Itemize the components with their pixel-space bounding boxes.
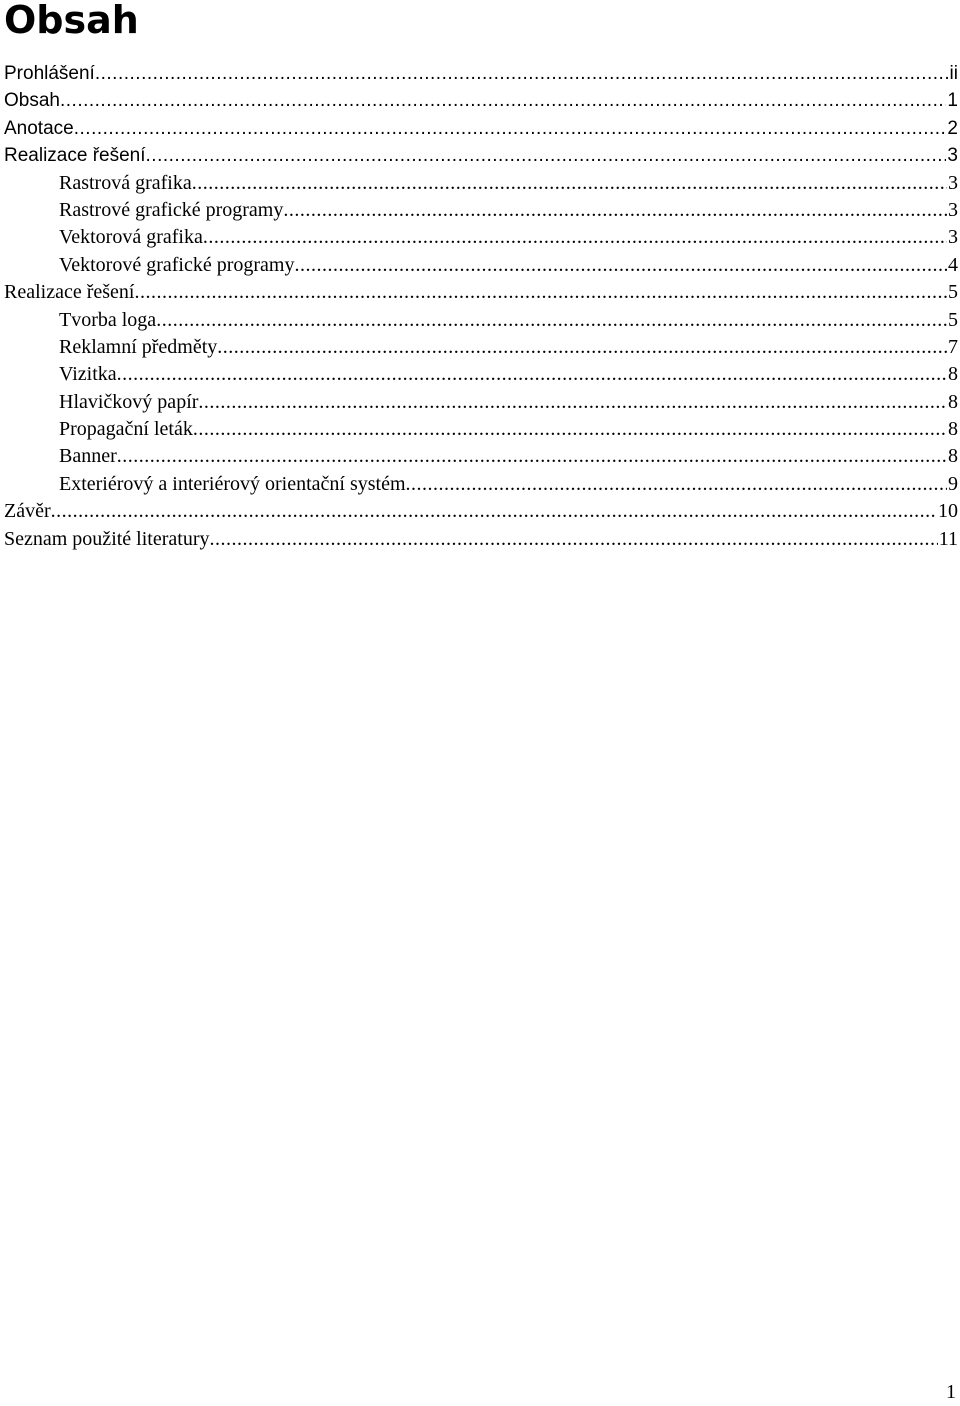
toc-entry-page-number: 8 (948, 445, 958, 468)
toc-entry[interactable] (0, 361, 958, 388)
toc-entry-page-number: 3 (947, 145, 958, 167)
toc-entry[interactable] (0, 252, 958, 279)
dot-leader (283, 197, 947, 224)
dot-leader (60, 87, 946, 114)
dot-leader (156, 307, 947, 334)
dot-leader (406, 471, 947, 498)
toc-entry-page-number: 5 (948, 281, 958, 304)
dot-leader (134, 279, 947, 306)
toc-entry-title: Závěr (4, 498, 51, 525)
toc-entry-page-number: 9 (948, 472, 958, 495)
toc-entry-page-number: 5 (948, 308, 958, 331)
toc-entry-link[interactable] (59, 389, 958, 416)
dot-leader (193, 416, 947, 443)
toc-entry[interactable] (0, 170, 958, 197)
toc-entry-link[interactable] (4, 526, 958, 553)
dot-leader (117, 443, 947, 470)
toc-entry-link[interactable] (59, 197, 958, 224)
toc-entry-page-number: 3 (948, 226, 958, 249)
toc-entry-page-number: 3 (948, 198, 958, 221)
toc-entry-title: Vektorová grafika (59, 224, 203, 251)
toc-entry-page-number: 10 (938, 500, 958, 523)
dot-leader (203, 224, 947, 251)
toc-entry[interactable] (0, 307, 958, 334)
toc-entry[interactable] (0, 498, 958, 525)
toc-entry-title: Realizace řešení (4, 279, 134, 306)
toc-entry-link[interactable] (59, 443, 958, 470)
dot-leader (95, 60, 949, 87)
toc-entry-link[interactable] (59, 416, 958, 443)
toc-entry-page-number: 1 (947, 90, 958, 112)
toc-entry-link[interactable] (59, 334, 958, 361)
toc-entry-title: Exteriérový a interiérový orientační systém (59, 471, 406, 498)
toc-entry-title: Propagační leták (59, 416, 193, 443)
toc-entry-link[interactable] (4, 279, 958, 306)
page-title: Obsah (4, 0, 139, 42)
toc-entry-link[interactable] (59, 471, 958, 498)
toc-entry-link[interactable] (4, 142, 958, 169)
toc-entry-title: Obsah (4, 87, 60, 114)
toc-entry-title: Banner (59, 443, 117, 470)
toc-entry-title: Rastrová grafika (59, 170, 192, 197)
toc-entry-link[interactable] (4, 60, 958, 87)
table-of-contents (0, 60, 958, 553)
toc-entry[interactable] (0, 443, 958, 470)
toc-entry[interactable] (0, 87, 958, 114)
toc-entry-link[interactable] (4, 498, 958, 525)
toc-entry-title: Reklamní předměty (59, 334, 217, 361)
toc-entry-link[interactable] (59, 224, 958, 251)
toc-entry[interactable] (0, 389, 958, 416)
page-number: 1 (946, 1381, 956, 1403)
toc-entry-page-number: 8 (948, 363, 958, 386)
toc-entry-page-number: 11 (938, 527, 958, 550)
toc-entry-page-number: 4 (948, 253, 958, 276)
toc-entry-title: Realizace řešení (4, 142, 146, 169)
toc-entry-page-number: 7 (948, 335, 958, 358)
dot-leader (294, 252, 947, 279)
dot-leader (51, 498, 937, 525)
toc-entry[interactable] (0, 334, 958, 361)
toc-entry[interactable] (0, 416, 958, 443)
dot-leader (117, 361, 947, 388)
toc-entry-link[interactable] (59, 307, 958, 334)
dot-leader (192, 170, 947, 197)
toc-entry-page-number: 8 (948, 390, 958, 413)
toc-entry-title: Hlavičkový papír (59, 389, 198, 416)
toc-entry-page-number: ii (949, 63, 958, 84)
toc-entry-page-number: 8 (948, 418, 958, 441)
toc-entry[interactable] (0, 526, 958, 553)
toc-entry[interactable] (0, 279, 958, 306)
dot-leader (198, 389, 947, 416)
toc-entry-page-number: 3 (948, 171, 958, 194)
toc-entry-page-number: 2 (947, 117, 958, 139)
toc-entry-title: Anotace (4, 115, 74, 142)
toc-entry-title: Seznam použité literatury (4, 526, 209, 553)
toc-entry[interactable] (0, 224, 958, 251)
dot-leader (217, 334, 947, 361)
dot-leader (209, 526, 937, 553)
toc-entry-title: Tvorba loga (59, 307, 156, 334)
toc-entry-link[interactable] (59, 361, 958, 388)
toc-entry[interactable] (0, 197, 958, 224)
dot-leader (74, 115, 947, 142)
toc-entry-link[interactable] (4, 87, 958, 114)
toc-entry-link[interactable] (59, 170, 958, 197)
toc-entry-title: Vektorové grafické programy (59, 252, 294, 279)
toc-entry-link[interactable] (59, 252, 958, 279)
toc-entry-title: Prohlášení (4, 60, 95, 87)
toc-entry[interactable] (0, 115, 958, 142)
dot-leader (146, 142, 947, 169)
toc-entry[interactable] (0, 60, 958, 87)
toc-entry-title: Rastrové grafické programy (59, 197, 283, 224)
toc-entry[interactable] (0, 142, 958, 169)
toc-entry-link[interactable] (4, 115, 958, 142)
toc-entry-title: Vizitka (59, 361, 117, 388)
toc-entry[interactable] (0, 471, 958, 498)
